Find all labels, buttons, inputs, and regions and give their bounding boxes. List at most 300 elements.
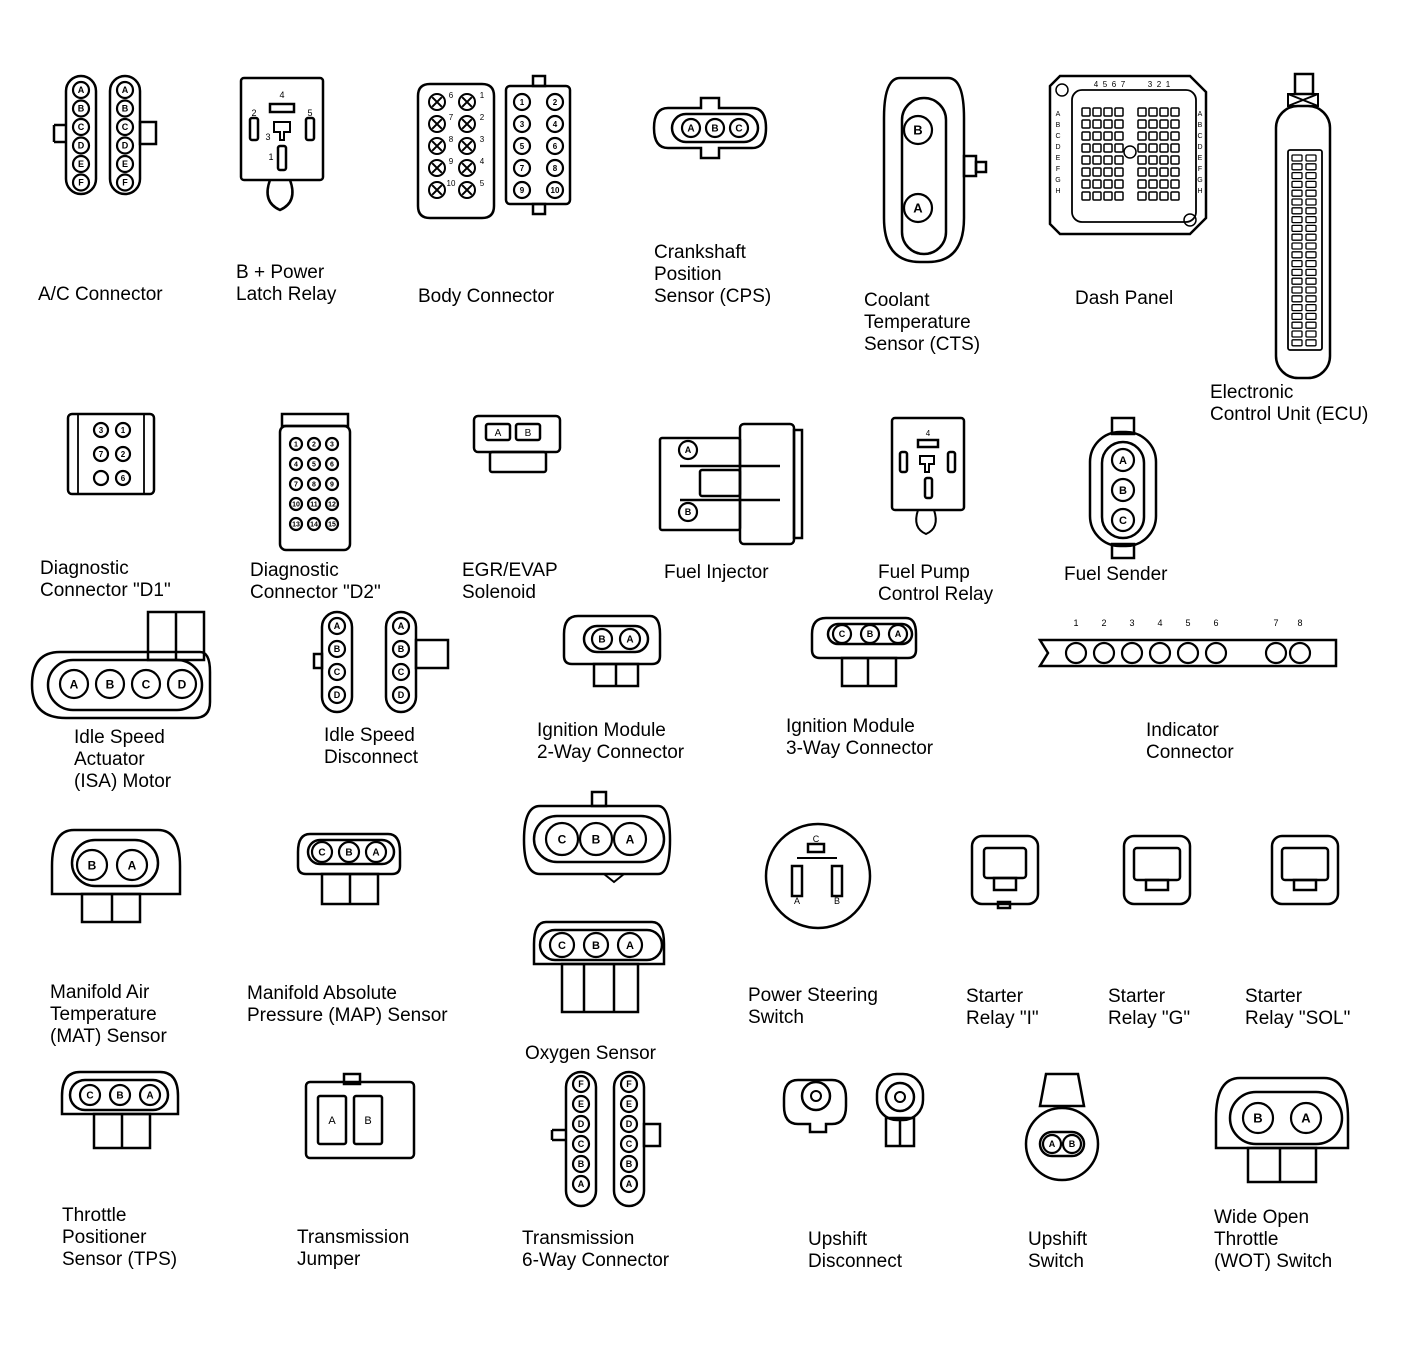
connector-outline (740, 424, 794, 544)
connector-outline (1082, 120, 1090, 128)
manifold-air-temperature-sensor-label-line: Temperature (50, 1004, 157, 1025)
connector-outline (1292, 243, 1302, 249)
pin-label: D (1197, 144, 1203, 151)
pin-label: 7 (1273, 618, 1279, 628)
pin-label: E (1055, 155, 1061, 162)
connector-outline (490, 452, 546, 472)
connector-outline (1149, 132, 1157, 140)
b-plus-power-latch-relay-drawing (241, 78, 323, 210)
connector-outline (1171, 120, 1179, 128)
connector-socket-pin (895, 1092, 905, 1102)
connector-outline (1306, 181, 1316, 187)
connector-outline (1306, 234, 1316, 240)
ignition-module-3way-drawing (812, 618, 916, 686)
pin-label: 1 (479, 91, 485, 100)
connector-outline (1149, 168, 1157, 176)
pin-label: 5 (479, 179, 485, 188)
connector-outline (1115, 180, 1123, 188)
pin-label: B (397, 644, 405, 655)
connector-outline (1160, 120, 1168, 128)
diagnostic-connector-d2-label-line: Connector "D2" (250, 582, 381, 603)
egr-evap-solenoid-label (462, 560, 558, 604)
pin-label: 15 (328, 521, 336, 529)
pin-label: E (577, 1099, 585, 1110)
pin-label: 6 (1111, 80, 1117, 89)
ignition-module-2way-label-line: Ignition Module (537, 720, 666, 741)
pin-socket (1206, 643, 1226, 663)
pin-label: B (364, 1115, 372, 1127)
connector-outline (1082, 144, 1090, 152)
connector-outline (270, 104, 294, 112)
fuel-pump-control-relay-drawing (892, 418, 964, 534)
connector-outline (1082, 192, 1090, 200)
idle-speed-actuator-motor-label-line: (ISA) Motor (74, 771, 172, 792)
pin-label: B (866, 629, 874, 640)
starter-relay-sol-label-line: Relay "SOL" (1245, 1008, 1351, 1029)
electronic-control-unit-label-line: Control Unit (ECU) (1210, 404, 1369, 425)
connector-outline (1115, 168, 1123, 176)
connector-outline (1115, 108, 1123, 116)
pin-label: 2 (1101, 618, 1107, 628)
connector-outline (1306, 199, 1316, 205)
wot-switch-label-line: Wide Open (1214, 1207, 1310, 1228)
pin-label: 12 (328, 501, 336, 509)
connector-outline (918, 440, 938, 447)
pin-socket (1122, 643, 1142, 663)
power-steering-switch-label (748, 985, 878, 1029)
pin-label: C (77, 122, 85, 133)
pin-label: E (625, 1099, 633, 1110)
pin-label: F (626, 1079, 632, 1090)
throttle-positioner-sensor-label-line: Positioner (62, 1227, 147, 1248)
connector-outline (1306, 252, 1316, 258)
pin-label: 2 (120, 449, 126, 459)
connector-outline (1306, 243, 1316, 249)
pin-label: 7 (448, 113, 454, 122)
connector-outline (1093, 156, 1101, 164)
pin-label: 2 (251, 108, 257, 118)
connector-outline (533, 76, 545, 86)
pin-label: 11 (310, 501, 318, 509)
pin-label: A (625, 832, 635, 847)
pin-socket (1266, 643, 1286, 663)
connector-outline (1138, 168, 1146, 176)
power-steering-switch-label-line: Switch (748, 1007, 804, 1028)
connector-outline (1171, 192, 1179, 200)
connector-outline (1292, 190, 1302, 196)
pin-label: 5 (519, 141, 525, 151)
b-plus-power-latch-relay-label-line: B + Power (236, 262, 325, 283)
pin-label: B (121, 103, 129, 114)
diagnostic-connector-d1-label (40, 558, 171, 602)
pin-label: 3 (479, 135, 485, 144)
pin-label: 6 (330, 461, 334, 469)
upshift-switch-drawing (1026, 1074, 1098, 1180)
pin-label: 1 (519, 97, 525, 107)
pin-label: 4 (479, 157, 485, 166)
diagnostic-connector-d2-drawing (280, 414, 350, 550)
pin-socket (1290, 643, 1310, 663)
connector-outline (1104, 132, 1112, 140)
connector-outline (916, 510, 936, 534)
pin-label: C (121, 122, 129, 133)
pin-label: 6 (120, 473, 126, 483)
pin-label: B (1253, 1110, 1263, 1126)
connector-outline (1292, 234, 1302, 240)
pin-cross (432, 119, 442, 129)
pin-label: 5 (1185, 618, 1191, 628)
pin-label: 14 (310, 521, 318, 529)
pin-label: C (1197, 133, 1203, 140)
pin-label: B (524, 428, 532, 439)
connector-outline (1292, 340, 1302, 346)
connector-outline (250, 118, 258, 140)
connector-outline (994, 878, 1016, 890)
connector-outline (1146, 880, 1168, 890)
pin-label: 7 (519, 163, 525, 173)
connector-outline (1115, 132, 1123, 140)
connector-outline (140, 122, 156, 144)
pin-socket (1094, 643, 1114, 663)
pin-label: C (1119, 514, 1127, 527)
connector-outline (1104, 192, 1112, 200)
upshift-disconnect-label-line: Upshift (808, 1229, 868, 1250)
connector-outline (1104, 144, 1112, 152)
manifold-absolute-pressure-sensor-label-line: Pressure (MAP) Sensor (247, 1005, 448, 1026)
connector-outline (584, 626, 648, 652)
connector-outline (1292, 164, 1302, 170)
pin-label: C (1055, 133, 1061, 140)
connector-outline (1040, 1074, 1084, 1106)
pin-label: 2 (312, 441, 316, 449)
connector-outline (1295, 74, 1313, 94)
wot-switch-label (1214, 1207, 1332, 1273)
connector-outline (306, 1082, 414, 1158)
connector-outline (832, 866, 842, 896)
idle-speed-actuator-motor-drawing (32, 612, 210, 718)
connector-outline (1082, 108, 1090, 116)
transmission-6way-connector-label (522, 1228, 669, 1272)
pin-cross (432, 185, 442, 195)
connector-outline (1306, 217, 1316, 223)
pin-label: E (121, 159, 129, 170)
idle-speed-disconnect-label-line: Disconnect (324, 747, 418, 768)
connector-outline (1160, 132, 1168, 140)
upshift-switch-label-line: Switch (1028, 1251, 1084, 1272)
pin-label: 8 (448, 135, 454, 144)
connector-outline (1082, 180, 1090, 188)
b-plus-power-latch-relay-label (236, 262, 336, 306)
pin-label: D (177, 677, 187, 692)
connector-outline (792, 866, 802, 896)
connector-outline (1306, 269, 1316, 275)
connector-outline (1160, 180, 1168, 188)
connector-outline (1292, 208, 1302, 214)
starter-relay-i-label (966, 986, 1039, 1030)
starter-relay-sol-label-line: Starter (1245, 986, 1303, 1007)
throttle-positioner-sensor-drawing (62, 1072, 178, 1148)
pin-label: A (494, 428, 502, 439)
pin-label: 8 (312, 481, 316, 489)
connector-outline (314, 654, 322, 668)
pin-cross (432, 97, 442, 107)
connector-outline (1115, 120, 1123, 128)
connector-outline (1149, 156, 1157, 164)
pin-label: G (1055, 177, 1061, 184)
pin-label: A (625, 1179, 633, 1190)
pin-label: B (833, 896, 841, 906)
connector-outline (592, 792, 606, 806)
pin-label: B (77, 103, 85, 114)
b-plus-power-latch-relay-label-line: Latch Relay (236, 284, 337, 305)
diagnostic-connector-d2-label (250, 560, 381, 604)
connector-outline (1306, 225, 1316, 231)
pin-label: 3 (330, 441, 334, 449)
connector-outline (1093, 132, 1101, 140)
wot-switch-drawing (1216, 1078, 1348, 1182)
connector-outline (808, 844, 824, 852)
pin-cross (432, 163, 442, 173)
pin-label: D (577, 1119, 585, 1130)
connector-outline (1138, 156, 1146, 164)
pin-label: C (86, 1090, 94, 1102)
connector-outline (1093, 168, 1101, 176)
pin-label: 8 (1297, 618, 1303, 628)
connector-outline (1138, 108, 1146, 116)
starter-relay-sol-drawing (1272, 836, 1338, 904)
dash-panel-label-line: Dash Panel (1075, 288, 1174, 309)
pin-label: A (687, 123, 695, 135)
pin-label: B (333, 644, 341, 655)
connector-outline (1230, 1092, 1342, 1144)
pin-label: 2 (479, 113, 485, 122)
pin-label: A (894, 629, 902, 640)
connector-socket (886, 1083, 914, 1111)
connector-outline (1292, 322, 1302, 328)
pin-label: 10 (292, 501, 300, 509)
connector-outline (1104, 168, 1112, 176)
pin-label: B (1197, 122, 1203, 129)
oxygen-sensor-label (525, 1043, 656, 1065)
pin-label: A (146, 1090, 154, 1102)
connector-outline (1134, 848, 1180, 880)
connector-outline (1160, 168, 1168, 176)
pin-socket (94, 471, 108, 485)
connector-outline (1138, 132, 1146, 140)
pin-cross (462, 141, 472, 151)
pin-label: 10 (550, 185, 560, 195)
connector-outline (1292, 261, 1302, 267)
pin-label: A (127, 858, 137, 873)
pin-label: A (1048, 1139, 1056, 1150)
connector-outline (1149, 108, 1157, 116)
starter-relay-i-label-line: Relay "I" (966, 1008, 1039, 1029)
pin-label: 6 (1213, 618, 1219, 628)
connector-outline (1093, 144, 1101, 152)
connector-outline (1104, 156, 1112, 164)
pin-label: 2 (552, 97, 558, 107)
pin-label: C (318, 847, 326, 859)
upshift-switch-label (1028, 1229, 1087, 1273)
starter-relay-i-label-line: Starter (966, 986, 1024, 1007)
connector-outline (900, 452, 907, 472)
pin-label: 10 (446, 179, 456, 188)
pin-label: A (1119, 454, 1127, 467)
connector-outline (1115, 144, 1123, 152)
connector-outline (1149, 192, 1157, 200)
pin-cross (462, 163, 472, 173)
crankshaft-position-sensor-label-line: Crankshaft (654, 242, 746, 263)
connector-outline (1292, 296, 1302, 302)
pin-label: A (397, 621, 405, 632)
ignition-module-2way-label (537, 720, 684, 764)
pin-label: 1 (1165, 80, 1171, 89)
connector-outline (1082, 156, 1090, 164)
mounting-hole (1056, 84, 1068, 96)
crankshaft-position-sensor-label-line: Sensor (CPS) (654, 286, 772, 307)
pin-label: C (557, 832, 567, 847)
egr-evap-solenoid-drawing (474, 416, 560, 472)
connector-outline (1160, 156, 1168, 164)
connector-outline (1306, 278, 1316, 284)
transmission-jumper-label-line: Transmission (297, 1227, 410, 1248)
connector-outline (1306, 331, 1316, 337)
connector-outline (1171, 168, 1179, 176)
diagnostic-connector-d1-label-line: Connector "D1" (40, 580, 171, 601)
diagnostic-connector-d1-drawing (68, 414, 154, 494)
connector-outline (1104, 180, 1112, 188)
pin-cross (432, 141, 442, 151)
power-steering-switch-label-line: Power Steering (748, 985, 878, 1006)
transmission-6way-connector-drawing (552, 1072, 660, 1206)
dash-panel-label (1075, 288, 1173, 310)
connector-outline (784, 1080, 846, 1132)
connector-outline (1115, 192, 1123, 200)
pin-label: 3 (98, 425, 104, 435)
manifold-air-temperature-sensor-label-line: (MAT) Sensor (50, 1026, 167, 1047)
connector-outline (278, 146, 286, 170)
pin-label: 4 (294, 461, 298, 469)
pin-socket (1150, 643, 1170, 663)
coolant-temperature-sensor-label-line: Coolant (864, 290, 930, 311)
pin-label: B (598, 634, 606, 646)
ignition-module-3way-label (786, 716, 933, 760)
coolant-temperature-sensor-label-line: Temperature (864, 312, 971, 333)
pin-label: C (333, 667, 341, 678)
connector-outline (920, 456, 934, 472)
connector-outline (1306, 287, 1316, 293)
connector-outline (1160, 108, 1168, 116)
upshift-switch-label-line: Upshift (1028, 1229, 1088, 1250)
connector-outline (1294, 880, 1316, 890)
starter-relay-i-drawing (972, 836, 1038, 908)
connector-outline (1292, 305, 1302, 311)
connector-outline (1171, 180, 1179, 188)
body-connector-drawing (418, 76, 570, 218)
pin-label: D (77, 140, 85, 151)
connector-outline (1171, 156, 1179, 164)
ignition-module-3way-label-line: Ignition Module (786, 716, 915, 737)
manifold-air-temperature-sensor-label-line: Manifold Air (50, 982, 150, 1003)
connector-outline (1288, 94, 1318, 106)
pin-label: B (345, 847, 353, 859)
connector-outline (416, 640, 448, 668)
body-connector-label (418, 286, 554, 308)
pin-label: C (838, 629, 846, 640)
dash-panel-drawing (1050, 76, 1206, 234)
pin-label: A (684, 445, 692, 456)
connector-outline (1082, 132, 1090, 140)
pin-label: A (626, 939, 634, 952)
manifold-absolute-pressure-sensor-drawing (298, 834, 400, 904)
pin-label: A (372, 847, 380, 859)
indicator-connector-label (1146, 720, 1234, 764)
manifold-absolute-pressure-sensor-label (247, 983, 448, 1027)
connector-outline (948, 452, 955, 472)
connector-outline (1248, 1148, 1316, 1182)
connector-outline (1292, 278, 1302, 284)
starter-relay-g-label-line: Relay "G" (1108, 1008, 1191, 1029)
pin-cross (462, 185, 472, 195)
idle-speed-actuator-motor-label-line: Idle Speed (74, 727, 165, 748)
coolant-temperature-sensor-label (864, 290, 980, 356)
connector-outline (1171, 144, 1179, 152)
pin-label: D (1055, 144, 1061, 151)
pin-label: F (78, 177, 84, 188)
pin-label: A (121, 85, 129, 96)
connector-outline (1306, 164, 1316, 170)
connector-socket-pin (811, 1091, 821, 1101)
transmission-jumper-label (297, 1227, 409, 1271)
pin-label: B (592, 939, 600, 952)
connector-outline (282, 414, 348, 426)
connector-outline (1115, 156, 1123, 164)
starter-relay-sol-label (1245, 986, 1350, 1030)
diagnostic-connector-d2-label-line: Diagnostic (250, 560, 339, 581)
wot-switch-label-line: (WOT) Switch (1214, 1251, 1333, 1272)
pin-label: B (711, 123, 719, 135)
connector-outline (964, 156, 976, 176)
pin-label: 5 (312, 461, 316, 469)
connector-outline (1216, 1078, 1348, 1148)
connector-outline (1306, 208, 1316, 214)
pin-label: 1 (294, 441, 298, 449)
connector-keyway (1124, 146, 1136, 158)
pin-label: 9 (519, 185, 525, 195)
pin-label: 7 (1120, 80, 1126, 89)
connector-outline (1149, 180, 1157, 188)
body-connector-label-line: Body Connector (418, 286, 555, 307)
connector-outline (1138, 144, 1146, 152)
pin-label: G (1197, 177, 1203, 184)
connector-outline (1149, 144, 1157, 152)
pin-label: B (913, 122, 923, 138)
fuel-sender-label-line: Fuel Sender (1064, 564, 1168, 585)
ignition-module-2way-label-line: 2-Way Connector (537, 742, 685, 763)
pin-label: D (397, 690, 405, 701)
pin-label: 6 (448, 91, 454, 100)
connector-outline (1306, 173, 1316, 179)
connector-outline (1050, 76, 1206, 234)
oxygen-sensor-drawing (524, 792, 670, 1012)
connector-outline (1138, 180, 1146, 188)
pin-label: 8 (552, 163, 558, 173)
idle-speed-disconnect-label (324, 725, 418, 769)
connector-outline (1093, 192, 1101, 200)
pin-label: 4 (1157, 618, 1163, 628)
electronic-control-unit-label (1210, 382, 1368, 426)
connector-outline (562, 964, 638, 1012)
